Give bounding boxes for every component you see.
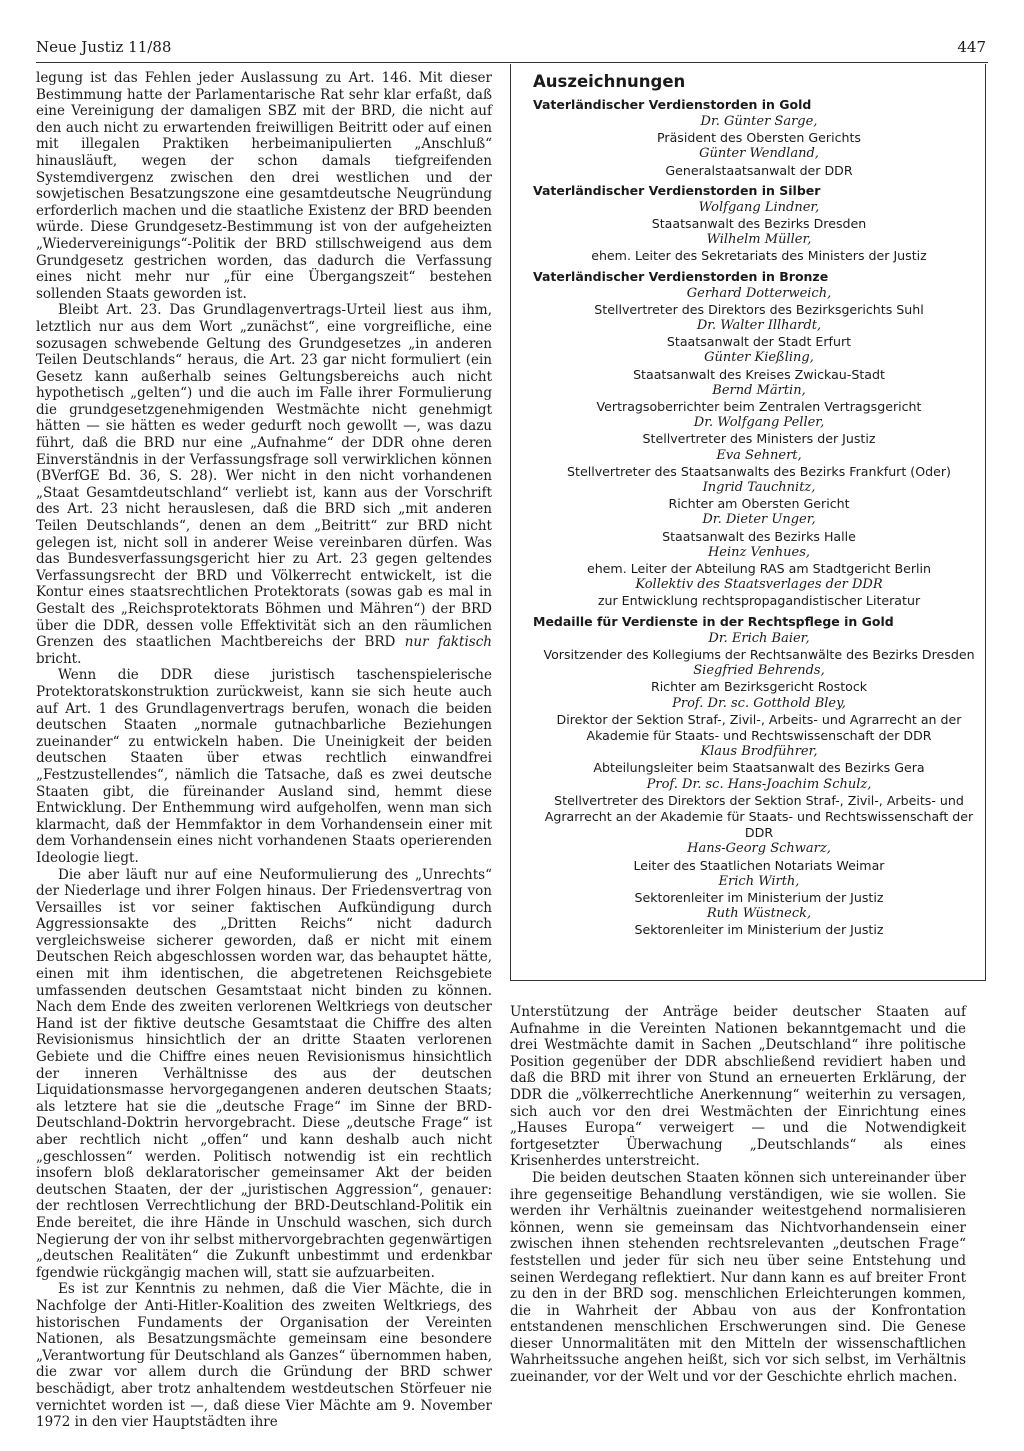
paragraph-text: Bleibt Art. 23. Das Grundlagenvertrags-Urteil liest aus ihm, letztlich nur aus dem Wort „zunächst“, eine vorgreifliche, eine sozusagen schwebende Geltung des Grundgesetzes „in anderen Teilen Deutschlands“ heraus, die Art. 23 gar nicht formuliert (ein Gesetz kann außerhalb seines Geltungsbereichs auch nicht hypothetisch „gelten“) und die auch im Falle ihrer Formulierung die grundgesetzgenehmigenden Westmächte nicht genehmigt hätten — sie hätten es weder gedurft noch gewollt —, was dazu führt, daß die BRD nur eine „Aufnahme“ der DDR ohne deren Einverständnis in der Verfassungsfrage soll verwirklichen können (BVerfGE Bd. 36, S. 28). Wer nicht in den nicht vorhandenen „Staat Gesamtdeutschland“ verliebt ist, kann aus der Vorschrift des Art. 23 nicht herauslesen, daß die BRD sich „mit anderen Teilen Deutschlands“, denen an dem „Beitritt“ zur BRD nicht gelegen ist, nicht soll in anderer Weise vereinbaren dürfen. Was das Bundesverfassungsgericht hier zu Art. 23 gegen geltendes Verfassungsrecht der BRD und Völkerrecht entwickelt, ist die Kontur eines staatsrechtlichen Protektorats (sowas gab es mal in Gestalt des „Reichsprotektorats Böhmen und Mähren“) der BRD über die DDR, dessen volle Effektivität sich an den räumlichen Grenzen des staatlichen Machtbereichs der BRD bbox=[36, 302, 492, 651]
left-column bbox=[36, 70, 492, 1431]
award-recipient bbox=[543, 906, 975, 938]
award-recipient bbox=[543, 663, 975, 695]
recipient-role: Stellvertreter des Direktors der Sektion Straf-, Zivil-, Arbeits- und Agrarrecht an der Akademie für Staats- und Rechtswissenschaft der DDR bbox=[544, 792, 974, 841]
recipient-role: Staatsanwalt des Bezirks Dresden bbox=[651, 216, 867, 232]
recipient-name: Kollektiv des Staatsverlages der DDR bbox=[635, 577, 883, 593]
awards-title: Auszeichnungen bbox=[533, 72, 686, 91]
recipient-name: Heinz Venhues, bbox=[707, 544, 811, 560]
award-category: Medaille für Verdienste in der Rechtspflege in Gold bbox=[533, 613, 894, 629]
recipient-role: Abteilungsleiter beim Staatsanwalt des Bezirks Gera bbox=[593, 760, 925, 776]
award-recipient bbox=[543, 545, 975, 577]
recipient-name: Ruth Wüstneck, bbox=[706, 906, 812, 922]
paragraph: legung ist das Fehlen jeder Auslassung zu Art. 146. Mit dieser Bestimmung hatte der Parlamentarische Rat sehr klar erfaßt, daß eine Vereinigung der damaligen SBZ mit der BRD, die nicht auf den auch nicht zu erwartenden freiwilligen Beitritt oder auf einen mit illegalen Praktiken herbeimanipulierten „Anschluß“ hinausläuft, wegen der schon damals tiefgreifenden Systemdivergenz zwischen den drei westlichen und der sowjetischen Besatzungszone eine gesamtdeutsche Neugründung erforderlich machen und die staatliche Existenz der BRD beenden würde. Diese Grundgesetz-Bestimmung ist von der aufgeheizten „Wiedervereinigungs“-Politik der BRD stillschweigend aus dem Grundgesetz gestrichen worden, das dadurch die Verfassung eines nicht mehr nur „für eine Übergangszeit“ bestehen sollenden Staats geworden ist. bbox=[36, 70, 492, 302]
recipient-role: Sektorenleiter im Ministerium der Justiz bbox=[634, 889, 884, 905]
recipient-name: Eva Sehnert, bbox=[716, 447, 802, 463]
recipient-role: Vorsitzender des Kollegiums der Rechtsanwälte des Bezirks Dresden bbox=[543, 646, 975, 662]
award-recipient bbox=[543, 696, 975, 745]
recipient-role: Direktor der Sektion Straf-, Zivil-, Arbeits- und Agrarrecht an der Akademie für Staats- und Rechtswissenschaft der DDR bbox=[556, 711, 962, 743]
recipient-role: Richter am Obersten Gericht bbox=[668, 496, 850, 512]
emphasis-text: nur faktisch bbox=[404, 634, 492, 651]
recipient-role: Stellvertreter des Direktors des Bezirksgerichts Suhl bbox=[594, 301, 924, 317]
award-recipient bbox=[543, 146, 975, 178]
recipient-role: ehem. Leiter der Abteilung RAS am Stadtgericht Berlin bbox=[586, 561, 932, 577]
recipient-name: Dr. Günter Sarge, bbox=[700, 114, 818, 129]
award-recipient bbox=[543, 744, 975, 776]
award-recipient bbox=[543, 200, 975, 232]
paragraph bbox=[36, 302, 492, 667]
recipient-role: zur Entwicklung rechtspropagandistischer Literatur bbox=[597, 593, 921, 609]
recipient-name: Wolfgang Lindner, bbox=[698, 199, 820, 215]
recipient-name: Prof. Dr. sc. Gotthold Bley, bbox=[672, 695, 846, 711]
recipient-role: Generalstaatsanwalt der DDR bbox=[665, 162, 853, 178]
recipient-name: Dr. Wolfgang Peller, bbox=[693, 415, 825, 431]
award-category: Vaterländischer Verdienstorden in Gold bbox=[533, 97, 812, 112]
recipient-name: Hans-Georg Schwarz, bbox=[687, 841, 831, 857]
paragraph: Wenn die DDR diese juristisch taschenspielerische Protektoratskonstruktion zurückweist, kann sie sich heute auch auf Art. 1 des Grundlagenvertrags berufen, wonach die beiden deutschen Staaten „normale gutnachbarliche Beziehungen zueinander“ zu entwickeln haben. Die Uneinigkeit der beiden deutschen Staaten über etwas rechtlich einwandfrei „Festzustellendes“, nämlich die Tatsache, daß es zwei deutsche Staaten gibt, die füreinander Ausland sind, hemmt diese Entwicklung. Der Enthemmung wird aufgeholfen, wenn man sich klarmacht, daß der Hemmfaktor in dem Vorhandensein einer mit dem Vorhandensein eines nicht vorhandenen Staats operierenden Ideologie liegt. bbox=[36, 667, 492, 866]
recipient-name: Gerhard Dotterweich, bbox=[686, 285, 832, 301]
award-category: Vaterländischer Verdienstorden in Silber bbox=[533, 182, 821, 198]
award-recipient bbox=[543, 286, 975, 318]
recipient-name: Dr. Dieter Unger, bbox=[702, 512, 816, 528]
recipient-role: Staatsanwalt der Stadt Erfurt bbox=[666, 334, 852, 350]
right-column bbox=[510, 1004, 966, 1386]
paragraph-tail: bricht. bbox=[36, 650, 82, 667]
paragraph: Unterstützung der Anträge beider deutscher Staaten auf Aufnahme in die Vereinten Nationen bekanntgemacht und die drei Westmächte damit in Sachen „Deutschland“ ihre politische Position gegenüber der DDR abschließend revidiert haben und daß die BRD mit ihrer von Stund an erneuerten Erklärung, der DDR die „völkerrechtliche Anerkennung“ weiterhin zu versagen, sich auch vor den drei Westmächten der Einrichtung eines „Hauses Europa“ verweigert — und die Notwendigkeit fortgesetzter Überwachung „Deutschlands“ als eines Krisenherdes unterstreicht. bbox=[510, 1004, 966, 1170]
recipient-name: Dr. Erich Baier, bbox=[708, 630, 810, 646]
recipient-name: Erich Wirth, bbox=[718, 873, 800, 889]
award-recipient bbox=[543, 512, 975, 544]
recipient-name: Bernd Märtin, bbox=[712, 382, 806, 398]
journal-header: Neue Justiz 11/88 bbox=[36, 38, 172, 56]
recipient-role: Vertragsoberrichter beim Zentralen Vertragsgericht bbox=[596, 399, 922, 415]
award-recipient bbox=[543, 480, 975, 512]
award-recipient bbox=[543, 874, 975, 906]
recipient-name: Günter Wendland, bbox=[699, 146, 819, 162]
recipient-role: Richter am Bezirksgericht Rostock bbox=[650, 679, 868, 695]
recipient-role: Staatsanwalt des Bezirks Halle bbox=[662, 528, 856, 544]
paragraph: Die beiden deutschen Staaten können sich untereinander über ihre gegenseitige Behandlung verständigen, wie sie wollen. Sie werden ihr Verhältnis zueinander weitestgehend normalisieren können, wenn sie gemeinsam das Nichtvorhandensein einer zwischen ihnen stehenden rechtsrelevanten „deutschen Frage“ feststellen und jeder für sich neu über seine Entstehung und seinen Werdegang reflektiert. Nur dann kann es auf breiter Front zu den in der BRD sog. menschlichen Erleichterungen kommen, die in Wahrheit der Abbau von aus der Konfrontation entstandenen menschlichen Erschwerungen sind. Die Genese dieser Unnormalitäten mit den Mitteln der wissenschaftlichen Wahrheitssuche angehen heißt, sich vor sich selbst, im Verhältnis zueinander, vor der Welt und vor der Geschichte ehrlich machen. bbox=[510, 1169, 966, 1386]
award-recipient bbox=[543, 383, 975, 415]
recipient-name: Siegfried Behrends, bbox=[693, 663, 825, 679]
award-recipient bbox=[543, 350, 975, 382]
award-category: Vaterländischer Verdienstorden in Bronze bbox=[533, 268, 829, 284]
recipient-role: Sektorenleiter im Ministerium der Justiz bbox=[634, 922, 884, 938]
page-number: 447 bbox=[957, 38, 986, 56]
recipient-name: Ingrid Tauchnitz, bbox=[702, 480, 816, 496]
award-recipient bbox=[543, 777, 975, 842]
recipient-role: Stellvertreter des Ministers der Justiz bbox=[642, 431, 876, 447]
recipient-role: Staatsanwalt des Kreises Zwickau-Stadt bbox=[633, 366, 885, 382]
award-recipient bbox=[543, 318, 975, 350]
award-recipient bbox=[543, 448, 975, 480]
recipient-role: Leiter des Staatlichen Notariats Weimar bbox=[633, 857, 885, 873]
recipient-name: Dr. Walter Illhardt, bbox=[696, 318, 822, 334]
awards-box bbox=[510, 64, 986, 981]
award-recipient bbox=[543, 577, 975, 609]
recipient-role: ehem. Leiter des Sekretariats des Ministers der Justiz bbox=[591, 248, 927, 264]
award-recipient bbox=[543, 232, 975, 264]
award-recipient bbox=[543, 631, 975, 663]
paragraph: Die aber läuft nur auf eine Neuformulierung des „Unrechts“ der Niederlage und ihrer Folgen hinaus. Der Friedensvertrag von Versailles ist vor seiner faktischen Aufkündigung durch Aggressionsakte des „Dritten Reichs“ nicht dadurch vergleichsweise sicherer geworden, daß er nicht mit einem Deutschen Reich abgeschlossen worden war, das behauptet hätte, einen mit ihm identischen, die abgetretenen Reichsgebiete umfassenden deutschen Gesamtstaat nicht binden zu können. Nach dem Ende des zweiten verlorenen Weltkriegs von deutscher Hand ist der fiktive deutsche Gesamtstaat die Chiffre des alten Revisionismus hinsichtlich der an dritte Staaten verlorenen Gebiete und die Chiffre eines neuen Revisionismus hinsichtlich der inneren Verhältnisse des aus der deutschen Liquidationsmasse hervorgegangenen anderen deutschen Staats; als letztere hat sie die „deutsche Frage“ im Sinne der BRD-Deutschland-Doktrin hervorgebracht. Diese „deutsche Frage“ ist aber rechtlich nicht „offen“ und kann deshalb auch nicht „geschlossen“ werden. Politisch notwendig ist ein rechtlich insofern bloß deklaratorischer gemeinsamer Akt der beiden deutschen Staaten, der der „juristischen Aggression“, genauer: der rechtlosen Verrechtlichung der BRD-Deutschland-Politik ein Ende bereitet, die ihre Hände in Unschuld waschen, sich durch Negierung der von ihr selbst mithervorgebrachten gegenwärtigen „deutschen Realitäten“ die Zukunft unbestimmt und erdenkbar fgendwie rückgängig machen will, statt sie aufzuarbeiten. bbox=[36, 866, 492, 1281]
recipient-name: Wilhelm Müller, bbox=[706, 232, 812, 248]
paragraph: Es ist zur Kenntnis zu nehmen, daß die Vier Mächte, die in Nachfolge der Anti-Hitler-Koalition des zweiten Weltkriegs, des historischen Fundaments der Organisation der Vereinten Nationen, als Besatzungsmächte gemeinsam eine besondere „Verantwortung für Deutschland als Ganzes“ übernommen haben, die zwar vor allem durch die Gründung der BRD schwer beschädigt, aber trotz anhaltendem westdeutschen Störfeuer nie vernichtet worden ist —, daß diese Vier Mächte am 9. November 1972 in den vier Hauptstädten ihre bbox=[36, 1281, 492, 1431]
award-recipient bbox=[543, 114, 975, 146]
recipient-name: Prof. Dr. sc. Hans-Joachim Schulz, bbox=[646, 776, 872, 792]
header-rule bbox=[36, 62, 988, 63]
recipient-name: Klaus Brodführer, bbox=[700, 744, 818, 760]
awards-list bbox=[533, 97, 975, 939]
award-recipient bbox=[543, 841, 975, 873]
recipient-role: Stellvertreter des Staatsanwalts des Bezirks Frankfurt (Oder) bbox=[567, 463, 951, 479]
award-recipient bbox=[543, 415, 975, 447]
recipient-role: Präsident des Obersten Gerichts bbox=[657, 130, 861, 146]
recipient-name: Günter Kießling, bbox=[704, 350, 814, 366]
